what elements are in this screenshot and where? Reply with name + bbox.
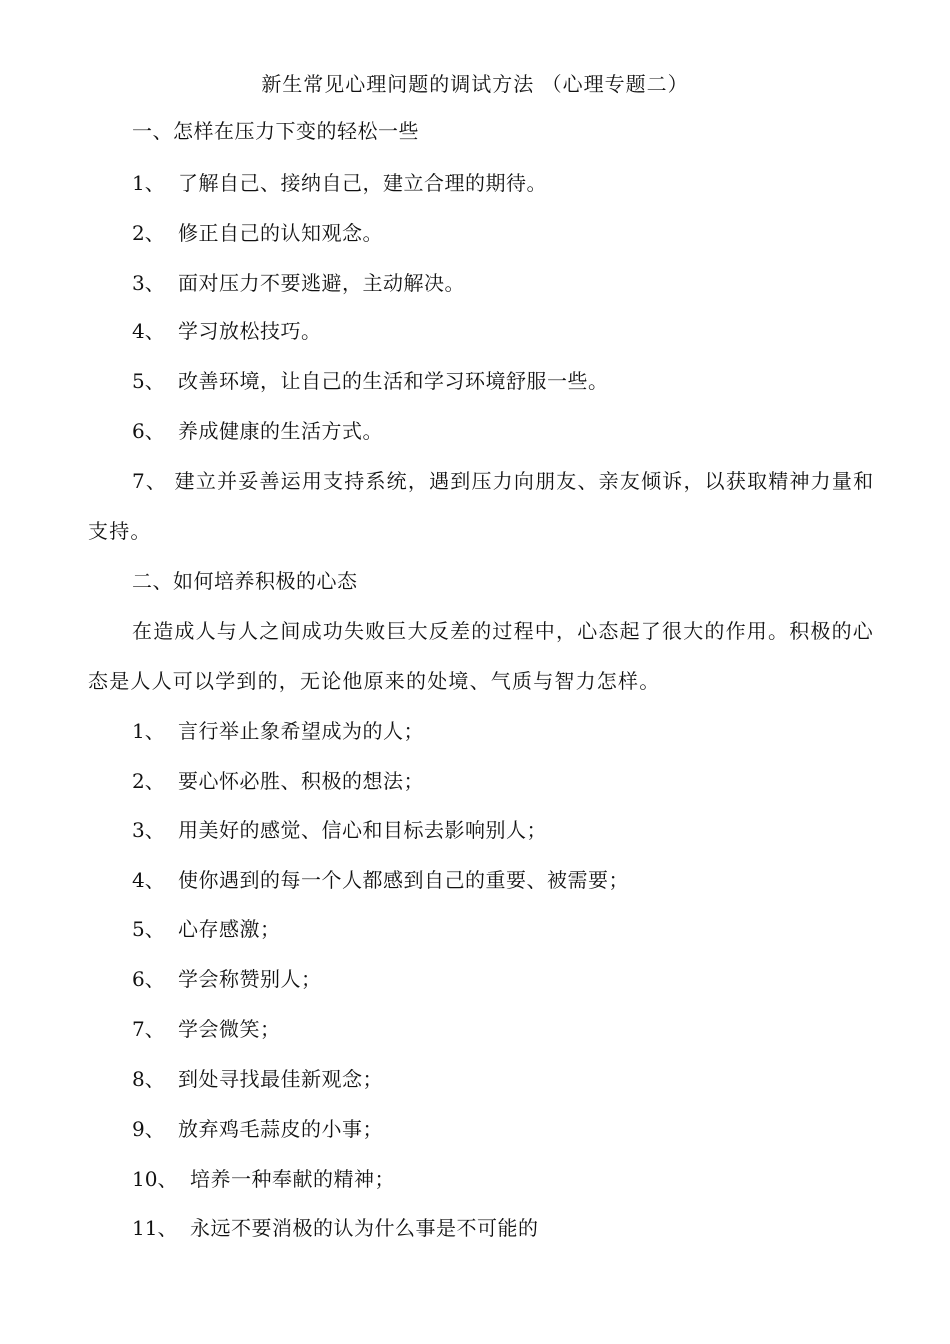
item-text: 到处寻找最佳新观念； xyxy=(178,1067,383,1091)
item-number: 5、 xyxy=(132,917,165,941)
item-number: 1、 xyxy=(132,171,165,195)
item-number: 9、 xyxy=(132,1117,165,1141)
item-text: 修正自己的认知观念。 xyxy=(178,221,383,245)
item-number: 6、 xyxy=(132,419,165,443)
item-text: 要心怀必胜、积极的想法； xyxy=(178,769,424,793)
item-number: 3、 xyxy=(132,271,165,295)
item-text: 放弃鸡毛蒜皮的小事； xyxy=(178,1117,383,1141)
section2-heading: 二、如何培养积极的心态 xyxy=(132,569,358,593)
section1-item7: 7、 建立并妥善运用支持系统，遇到压力向朋友、亲友倾诉，以获取精神力量和支持。 xyxy=(88,469,875,543)
item-text: 使你遇到的每一个人都感到自己的重要、被需要； xyxy=(178,868,629,892)
item-number: 6、 xyxy=(132,967,165,991)
item-number: 4、 xyxy=(132,319,165,343)
item-text: 言行举止象希望成为的人； xyxy=(178,719,424,743)
item-number: 1、 xyxy=(132,719,165,743)
item-number: 7、 xyxy=(132,1017,165,1041)
item-text: 养成健康的生活方式。 xyxy=(178,419,383,443)
item-text: 了解自己、接纳自己，建立合理的期待。 xyxy=(178,171,547,195)
item-number: 2、 xyxy=(132,769,165,793)
item-number: 8、 xyxy=(132,1067,165,1091)
item-text: 面对压力不要逃避，主动解决。 xyxy=(178,271,465,295)
item-text: 心存感激； xyxy=(178,917,281,941)
section1-heading: 一、怎样在压力下变的轻松一些 xyxy=(132,119,419,143)
item-number: 2、 xyxy=(132,221,165,245)
item-text: 学会称赞别人； xyxy=(178,967,322,991)
item-text: 学会微笑； xyxy=(178,1017,281,1041)
item-text: 培养一种奉献的精神； xyxy=(190,1167,395,1191)
item-number: 4、 xyxy=(132,868,165,892)
item-number: 5、 xyxy=(132,369,165,393)
document-title: 新生常见心理问题的调试方法 （心理专题二） xyxy=(261,72,689,96)
item-text: 学习放松技巧。 xyxy=(178,319,322,343)
item-text: 用美好的感觉、信心和目标去影响别人； xyxy=(178,818,547,842)
item-number: 3、 xyxy=(132,818,165,842)
item-number: 10、 xyxy=(132,1167,178,1191)
item-text: 改善环境，让自己的生活和学习环境舒服一些。 xyxy=(178,369,609,393)
item-text: 永远不要消极的认为什么事是不可能的 xyxy=(190,1216,539,1240)
section2-intro: 在造成人与人之间成功失败巨大反差的过程中，心态起了很大的作用。积极的心态是人人可以学到的，无论他原来的处境、气质与智力怎样。 xyxy=(88,619,874,693)
item-number: 11、 xyxy=(132,1216,178,1240)
